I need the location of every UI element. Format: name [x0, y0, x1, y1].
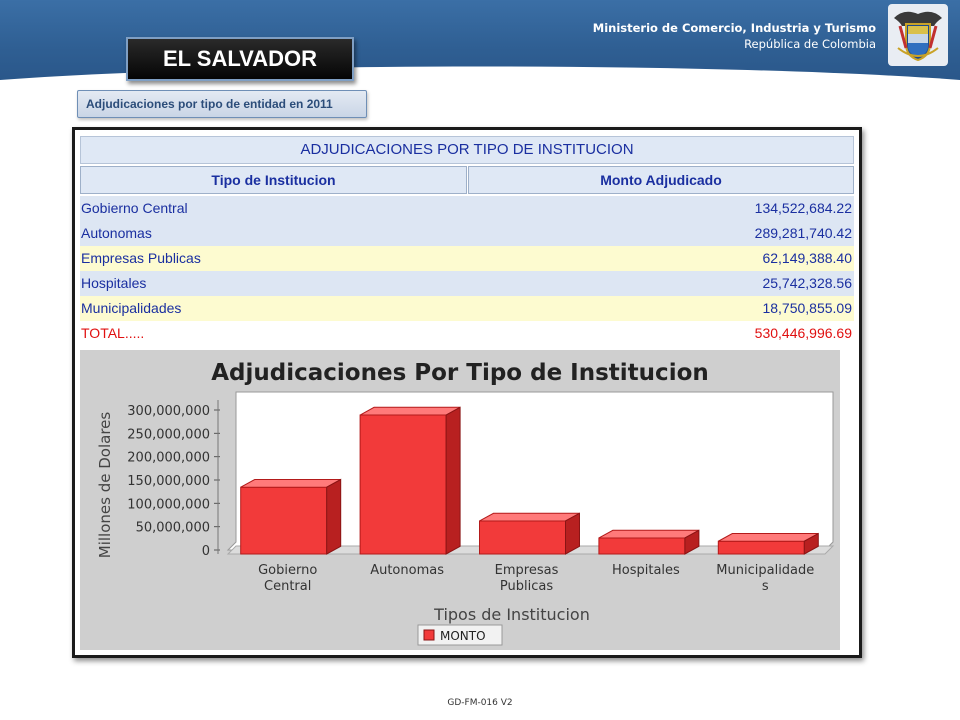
section-subtitle: Adjudicaciones por tipo de entidad en 2011 [77, 90, 367, 118]
bar-top [360, 407, 460, 415]
row-amount: 289,281,740.42 [754, 225, 852, 241]
bar [360, 415, 446, 554]
chart-svg [80, 350, 840, 650]
row-institution: Hospitales [81, 275, 147, 291]
y-tick-label: 50,000,000 [135, 520, 210, 536]
row-amount: 25,742,328.56 [762, 275, 852, 291]
bar-top [599, 530, 699, 538]
colombia-coat-of-arms-icon [888, 4, 948, 66]
bar-side [446, 407, 460, 554]
x-tick-label: Empresas [494, 563, 559, 578]
bar-top [718, 534, 818, 542]
table-title: ADJUDICACIONES POR TIPO DE INSTITUCION [80, 136, 854, 164]
footer-code: GD-FM-016 V2 [447, 698, 513, 708]
column-header-amount: Monto Adjudicado [468, 166, 854, 194]
x-tick-label: Autonomas [370, 563, 444, 578]
table-body [80, 196, 854, 346]
y-tick-label: 0 [201, 544, 210, 559]
country-label: EL SALVADOR [126, 37, 354, 81]
column-header-type: Tipo de Institucion [80, 166, 467, 194]
bar-chart [80, 350, 840, 650]
x-tick-label: Municipalidade [716, 563, 815, 578]
row-institution: Gobierno Central [81, 200, 188, 216]
y-tick-label: 250,000,000 [127, 427, 210, 443]
row-institution: Empresas Publicas [81, 250, 201, 266]
x-tick-label: Publicas [499, 579, 554, 594]
bar [241, 487, 327, 554]
total-amount: 530,446,996.69 [754, 325, 852, 341]
y-axis-title: Millones de Dolares [96, 411, 114, 559]
x-tick-label: Gobierno [258, 563, 318, 578]
bar-side [327, 480, 341, 554]
legend-swatch [424, 630, 434, 640]
republic-name: República de Colombia [744, 37, 876, 51]
table-row [80, 246, 854, 271]
table-row [80, 271, 854, 296]
bar [599, 538, 685, 554]
y-tick-label: 200,000,000 [127, 450, 210, 466]
row-amount: 62,149,388.40 [762, 250, 852, 266]
y-tick-label: 300,000,000 [127, 404, 210, 419]
y-tick-label: 150,000,000 [127, 474, 210, 489]
x-tick-label: s [761, 579, 769, 594]
table-row [80, 196, 854, 221]
bar-side [566, 513, 580, 554]
row-amount: 18,750,855.09 [762, 300, 852, 316]
bar-top [241, 480, 341, 488]
legend-label: MONTO [440, 629, 486, 643]
table-row [80, 296, 854, 321]
x-axis-title: Tipos de Institucion [434, 605, 590, 624]
row-amount: 134,522,684.22 [754, 200, 852, 216]
table-row [80, 221, 854, 246]
table-header [80, 166, 854, 194]
table-total-row [80, 321, 854, 346]
report-frame [72, 127, 862, 658]
x-tick-label: Hospitales [611, 563, 680, 578]
bar [718, 541, 804, 554]
chart-title: Adjudicaciones Por Tipo de Institucion [211, 360, 709, 386]
row-institution: Autonomas [81, 225, 152, 241]
bar-top [480, 513, 580, 521]
total-label: TOTAL..... [81, 325, 145, 341]
bar [480, 521, 566, 554]
x-tick-label: Central [264, 579, 312, 594]
ministry-block [593, 20, 876, 52]
report-table [80, 136, 854, 346]
row-institution: Municipalidades [81, 300, 182, 316]
ministry-name: Ministerio de Comercio, Industria y Turismo [592, 21, 876, 35]
y-tick-label: 100,000,000 [127, 497, 210, 513]
